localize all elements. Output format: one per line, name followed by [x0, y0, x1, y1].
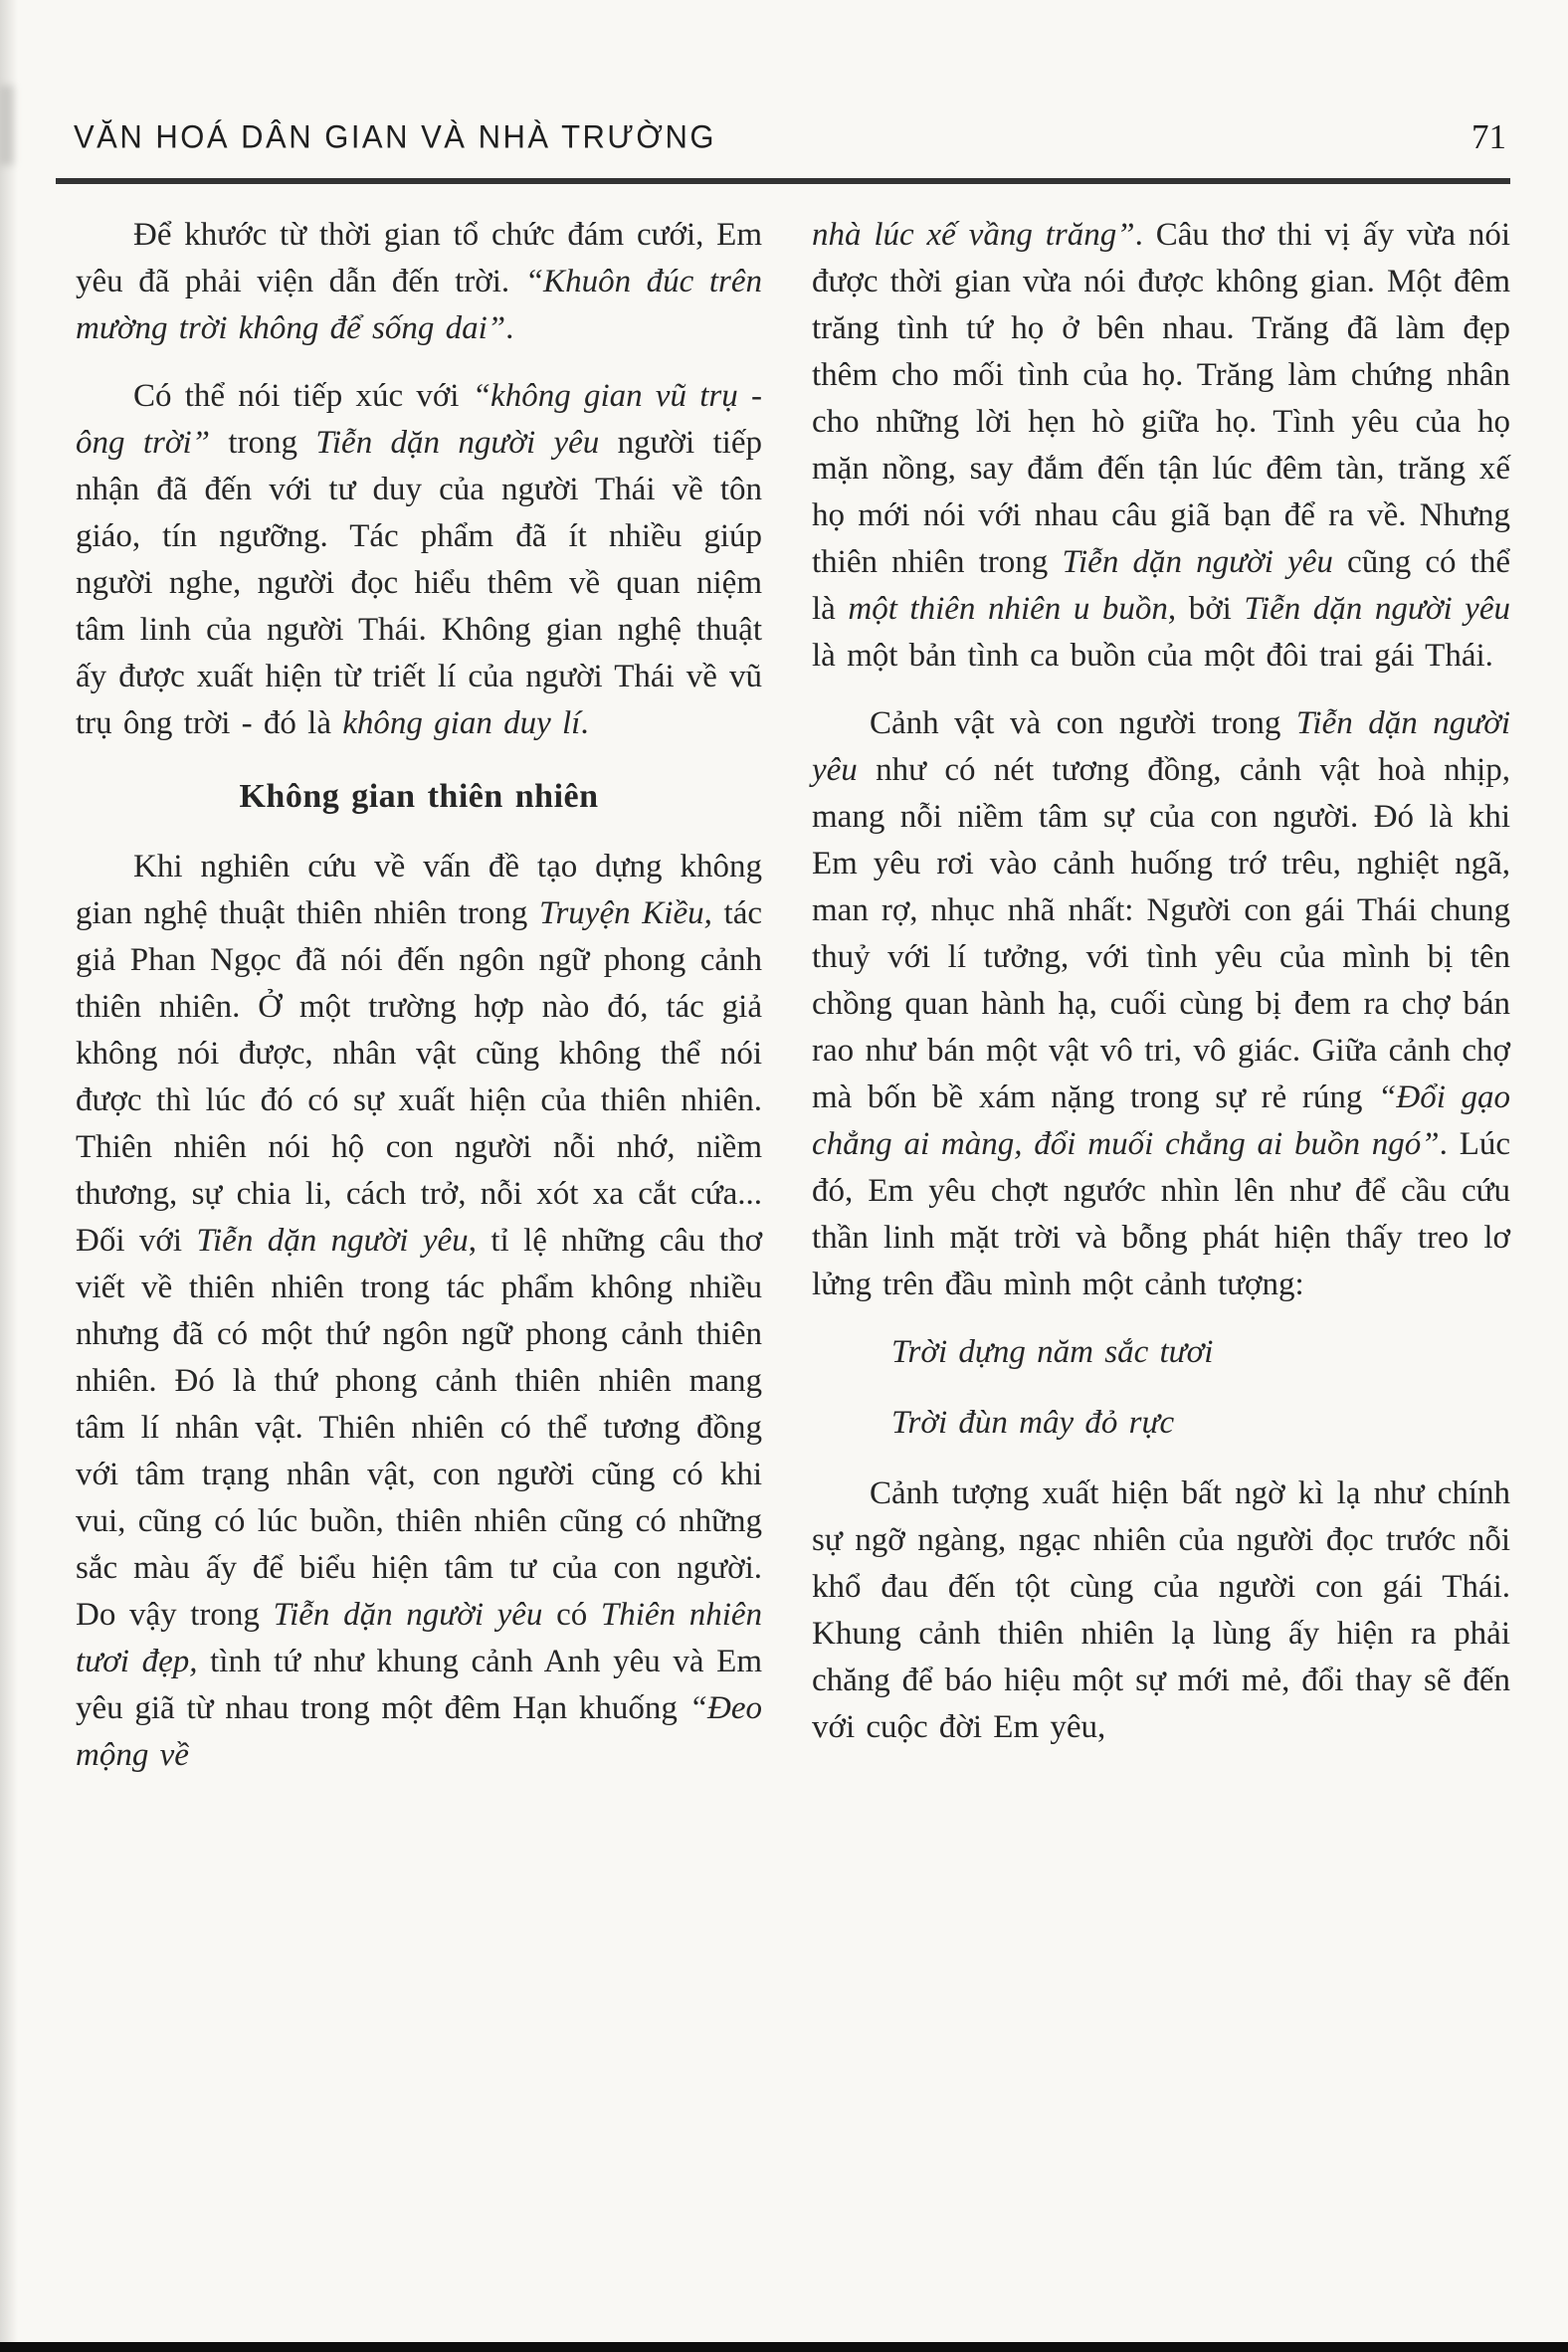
scan-bottom-bar — [0, 2342, 1568, 2352]
text-run: . Câu thơ thi vị ấy vừa nói được thời gian vừa nói được không gian. Một đêm trăng tình tứ họ ở bên nhau. Trăng đã làm đẹp thêm cho mối tình của họ. Trăng làm chứng nhân cho những lời hẹn hò giữa họ. Tình yêu của họ mặn nồng, say đắm đến tận lúc đêm tàn, trăng xế họ mới nói với nhau câu giã bạn để ra về. Nhưng thiên nhiên trong — [812, 217, 1510, 580]
text-run: trong — [210, 425, 316, 461]
paragraph — [76, 844, 762, 1779]
text-run: Để khước từ thời gian tổ chức đám cưới, Em yêu đã phải viện dẫn đến trời. — [76, 217, 762, 299]
italic-run: Tiễn dặn người yêu — [273, 1597, 543, 1633]
verse-line: Trời đùn mây đỏ rực — [891, 1405, 1175, 1441]
scan-edge-shadow — [0, 0, 18, 2352]
text-run: người tiếp nhận đã đến với tư duy của người Thái về tôn giáo, tín ngưỡng. Tác phẩm đã ít nhiều giúp người nghe, người đọc hiểu thêm về quan niệm tâm linh của người Thái. Không gian nghệ thuật ấy được xuất hiện từ triết lí của người Thái về vũ trụ ông trời - đó là — [76, 425, 762, 741]
italic-run: “Đeo mộng về — [76, 1690, 762, 1773]
text-columns — [76, 212, 1510, 1800]
running-title: VĂN HOÁ DÂN GIAN VÀ NHÀ TRƯỜNG — [74, 118, 716, 155]
text-run: . — [580, 705, 589, 741]
text-run: như có nét tương đồng, cảnh vật hoà nhịp, mang nỗi niềm tâm sự của con người. Đó là khi Em yêu rơi vào cảnh huống trớ trêu, nghiệt ngã, man rợ, nhục nhã nhất: Người con gái Thái chung thuỷ với lí tưởng, với tình yêu của mình bị tên chồng quan hành hạ, cuối cùng bị đem ra chợ bán rao như bán một vật vô tri, vô giác. Giữa cảnh chợ mà bốn bề xám nặng trong sự rẻ rúng — [812, 752, 1510, 1115]
text-run: có — [542, 1597, 601, 1633]
text-run: Cảnh vật và con người trong — [870, 705, 1296, 741]
text-run: Khi nghiên cứu về vấn đề tạo dựng không gian nghệ thuật thiên nhiên trong — [76, 849, 762, 931]
italic-run: Thiên nhiên tươi đẹp, — [76, 1597, 763, 1679]
italic-run: “Đổi gạo chẳng ai màng, đổi muối chẳng ai buồn ngó” — [812, 1079, 1511, 1162]
italic-run: nhà lúc xế vầng trăng” — [812, 217, 1135, 253]
text-run: là một bản tình ca buồn của một đôi trai gái Thái. — [812, 638, 1493, 674]
page-header — [74, 117, 1506, 157]
italic-run: Tiễn dặn người yêu — [196, 1223, 469, 1259]
text-run: bởi — [1176, 591, 1245, 627]
text-run: Có thể nói tiếp xúc với — [133, 378, 473, 414]
italic-run: “Khuôn đúc trên mường trời không để sống dai” — [76, 264, 763, 346]
header-double-rule — [56, 178, 1510, 184]
text-run: tình tứ như khung cảnh Anh yêu và Em yêu giã từ nhau trong một đêm Hạn khuống — [76, 1644, 762, 1726]
italic-run: một thiên nhiên u buồn, — [848, 591, 1177, 627]
paragraph — [76, 373, 762, 747]
italic-run: Tiễn dặn người yêu — [1062, 544, 1333, 580]
italic-run: Tiễn dặn người yêu — [812, 705, 1510, 788]
text-run: . Lúc đó, Em yêu chợt ngước nhìn lên như để cầu cứu thần linh mặt trời và bỗng phát hiện thấy treo lơ lửng trên đầu mình một cảnh tượng: — [812, 1126, 1510, 1302]
italic-run: không gian duy lí — [342, 705, 581, 741]
section-heading: Không gian thiên nhiên — [239, 778, 599, 815]
italic-run: “không gian vũ trụ - ông trời” — [76, 378, 762, 461]
right-column — [812, 212, 1510, 1800]
italic-run: Tiễn dặn người yêu — [1244, 591, 1510, 627]
text-run: . — [505, 310, 514, 346]
left-column — [76, 212, 762, 1800]
italic-run: Tiễn dặn người yêu — [315, 425, 600, 461]
paragraph — [76, 212, 762, 352]
text-run: , tỉ lệ những câu thơ viết về thiên nhiên trong tác phẩm không nhiều nhưng đã có một thứ ngôn ngữ phong cảnh thiên nhiên. Đó là thứ phong cảnh thiên nhiên mang tâm lí nhân vật. Thiên nhiên có thể tương đồng với tâm trạng nhân vật, con người cũng có khi vui, cũng có lúc buồn, thiên nhiên cũng có những sắc màu ấy để biểu hiện tâm tư của con người. Do vậy trong — [76, 1223, 763, 1633]
italic-run: Truyện Kiều, — [538, 895, 712, 931]
paragraph — [812, 1470, 1510, 1751]
text-run: cũng có thể là — [812, 544, 1511, 627]
verse-line: Trời dựng năm sắc tươi — [891, 1334, 1214, 1370]
paragraph — [812, 700, 1510, 1308]
page-number: 71 — [1471, 117, 1506, 156]
scan-edge-smudge — [0, 86, 14, 165]
text-run: Cảnh tượng xuất hiện bất ngờ kì lạ như chính sự ngỡ ngàng, ngạc nhiên của người đọc trước nỗi khổ đau đến tột cùng của người con gái Thái. Khung cảnh thiên nhiên lạ lùng ấy hiện ra phải chăng để báo hiệu một sự mới mẻ, đổi thay sẽ đến với cuộc đời Em yêu, — [812, 1475, 1510, 1745]
text-run: tác giả Phan Ngọc đã nói đến ngôn ngữ phong cảnh thiên nhiên. Ở một trường hợp nào đó, tác giả không nói được, nhân vật cũng không thể nói được thì lúc đó có sự xuất hiện của thiên nhiên. Thiên nhiên nói hộ con người nỗi nhớ, niềm thương, sự chia li, cách trở, nỗi xót xa cắt cứa... Đối với — [76, 895, 762, 1259]
paragraph — [812, 212, 1510, 680]
